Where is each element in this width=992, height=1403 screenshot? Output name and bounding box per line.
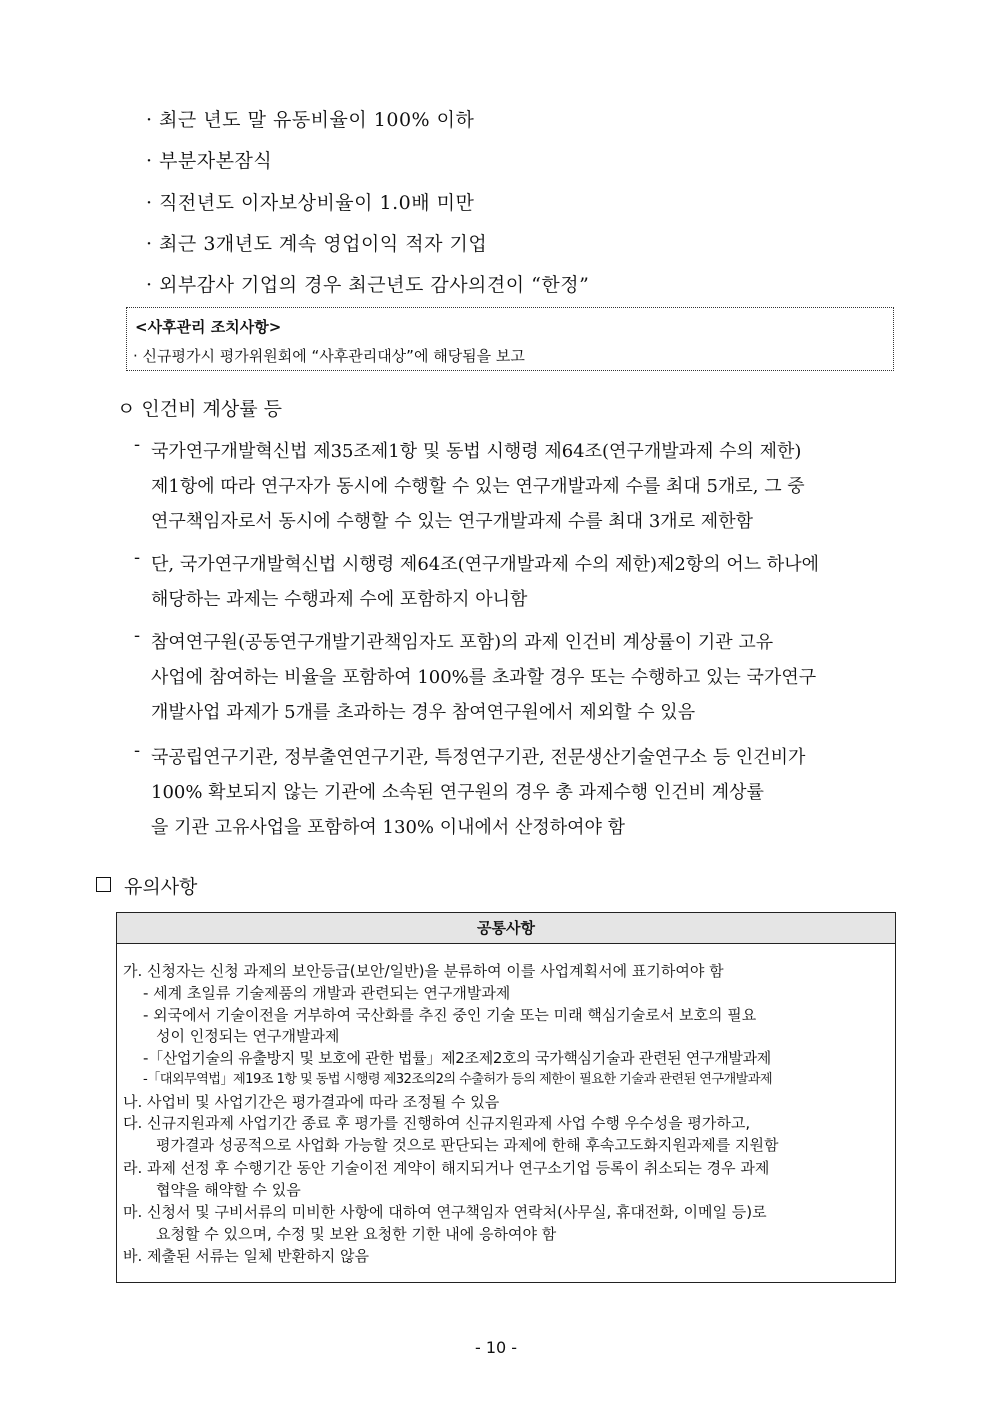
dash-marker: - [134, 434, 141, 455]
bullet-interest-coverage: · 직전년도 이자보상비율이 1.0배 미만 [146, 192, 475, 214]
notice-heading: 유의사항 [124, 876, 198, 898]
labor-item-1-line-1: 국가연구개발혁신법 제35조제1항 및 동법 시행령 제64조(연구개발과제 수의 제한) [151, 441, 802, 462]
notice-row-ma: 마. 신청서 및 구비서류의 미비한 사항에 대하여 연구책임자 연락처(사무실, 휴대전화, 이메일 등)로 [123, 1203, 767, 1221]
notice-row-da: 다. 신규지원과제 사업기간 종료 후 평가를 진행하여 신규지원과제 사업 수행 우수성을 평가하고, [123, 1114, 751, 1132]
bullet-operating-loss: · 최근 3개년도 계속 영업이익 적자 기업 [146, 233, 488, 255]
aftercare-box-text: · 신규평가시 평가위원회에 “사후관리대상”에 해당됨을 보고 [133, 347, 525, 365]
labor-item-1-line-3: 연구책임자로서 동시에 수행할 수 있는 연구개발과제 수를 최대 3개로 제한함 [151, 511, 753, 532]
notice-row-ga-sub-1: - 세계 초일류 기술제품의 개발과 관련되는 연구개발과제 [143, 984, 511, 1002]
notice-row-ra: 라. 과제 선정 후 수행기간 동안 기술이전 계약이 해지되거나 연구소기업 등록이 취소되는 경우 과제 [123, 1159, 770, 1177]
labor-item-4-line-2: 100% 확보되지 않는 기관에 소속된 연구원의 경우 총 과제수행 인건비 계상률 [151, 782, 764, 803]
labor-section-heading: ㅇ 인건비 계상률 등 [117, 398, 282, 420]
notice-row-ga-sub-4: -「대외무역법」제19조 1항 및 동법 시행령 제32조의2의 수출허가 등의 제한이 필요한 기술과 관련된 연구개발과제 [143, 1072, 773, 1087]
bullet-current-ratio: · 최근 년도 말 유동비율이 100% 이하 [146, 109, 475, 131]
notice-row-ga-sub-2-cont: 성이 인정되는 연구개발과제 [156, 1027, 340, 1045]
bullet-partial-capital-erosion: · 부분자본잠식 [146, 150, 273, 172]
notice-row-ma-cont: 요청할 수 있으며, 수정 및 보완 요청한 기한 내에 응하여야 함 [156, 1225, 557, 1243]
notice-row-ga-sub-3: -「산업기술의 유출방지 및 보호에 관한 법률」제2조제2호의 국가핵심기술과 관련된 연구개발과제 [143, 1049, 771, 1067]
notice-row-na: 나. 사업비 및 사업기간은 평가결과에 따라 조정될 수 있음 [123, 1093, 500, 1111]
dash-marker: - [134, 625, 141, 646]
dash-marker: - [134, 740, 141, 761]
notice-row-ga-sub-2: - 외국에서 기술이전을 거부하여 국산화를 추진 중인 기술 또는 미래 핵심기술로서 보호의 필요 [143, 1006, 757, 1024]
dash-marker: - [134, 547, 141, 568]
notice-row-ra-cont: 협약을 해약할 수 있음 [156, 1181, 301, 1199]
labor-item-2-line-2: 해당하는 과제는 수행과제 수에 포함하지 아니함 [151, 589, 528, 610]
notice-row-ba: 바. 제출된 서류는 일체 반환하지 않음 [123, 1247, 369, 1265]
labor-item-3-line-1: 참여연구원(공동연구개발기관책임자도 포함)의 과제 인건비 계상률이 기관 고유 [151, 632, 774, 653]
labor-item-2-line-1: 단, 국가연구개발혁신법 시행령 제64조(연구개발과제 수의 제한)제2항의 어느 하나에 [151, 554, 819, 575]
notice-table-title: 공통사항 [117, 913, 895, 944]
checkbox-square-icon [96, 877, 111, 892]
aftercare-box-title: <사후관리 조치사항> [135, 318, 282, 336]
bullet-audit-opinion: · 외부감사 기업의 경우 최근년도 감사의견이 “한정” [146, 274, 590, 296]
labor-item-3-line-3: 개발사업 과제가 5개를 초과하는 경우 참여연구원에서 제외할 수 있음 [151, 702, 696, 723]
page-number: - 10 - [474, 1338, 518, 1357]
labor-item-4-line-3: 을 기관 고유사업을 포함하여 130% 이내에서 산정하여야 함 [151, 817, 626, 838]
aftercare-box [126, 307, 894, 371]
notice-row-ga: 가. 신청자는 신청 과제의 보안등급(보안/일반)을 분류하여 이를 사업계획서에 표기하여야 함 [123, 962, 724, 980]
notice-row-da-cont: 평가결과 성공적으로 사업화 가능할 것으로 판단되는 과제에 한해 후속고도화지원과제를 지원함 [156, 1136, 779, 1154]
labor-item-3-line-2: 사업에 참여하는 비율을 포함하여 100%를 초과할 경우 또는 수행하고 있는 국가연구 [151, 667, 817, 688]
labor-item-1-line-2: 제1항에 따라 연구자가 동시에 수행할 수 있는 연구개발과제 수를 최대 5개로, 그 중 [151, 476, 805, 497]
notice-table [116, 912, 896, 1283]
labor-item-4-line-1: 국공립연구기관, 정부출연연구기관, 특정연구기관, 전문생산기술연구소 등 인건비가 [151, 747, 806, 768]
